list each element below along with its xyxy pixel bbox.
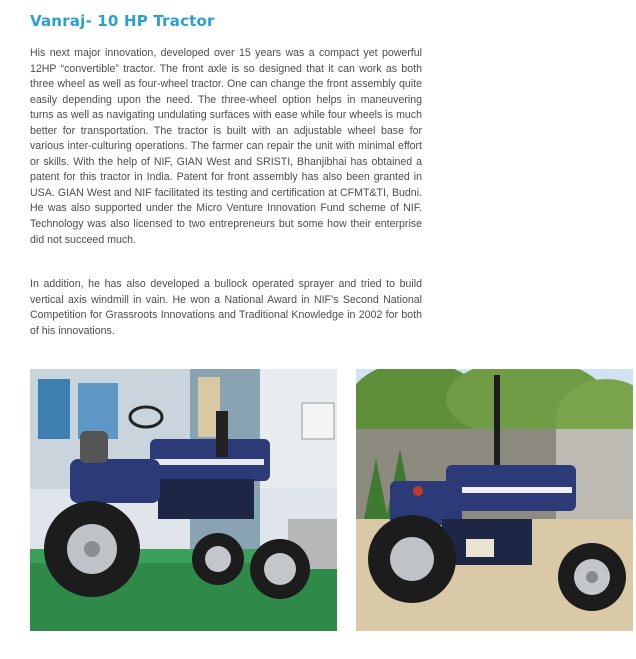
body-paragraph-2: In addition, he has also developed a bullock operated sprayer and tried to build vertical axis windmill in vain. He won a National Award in NIF’s Second National Competition for Grassroots Innovations and Traditional Knowledge in 2002 for both of his innovations. xyxy=(30,278,422,337)
body-paragraph-1: His next major innovation, developed over 15 years was a compact yet powerful 12HP “convertible” tractor. The front axle is so designed that it can work as both three wheel as well as four-wheel tractor. One can change the front assembly quite easily depending upon the need. The three-wheel option helps in maneuvering turns as well as navigating undulating surfaces with ease while four wheels is much better for transportation. The tractor is built with an adjustable wheel base for various inter-culturing operations. The farmer can repair the unit with minimal effort or skills. With the help of NIF, GIAN West and SRISTI, Bhanjibhai has obtained a patent for this tractor in India. Patent for front assembly has also been granted in USA. GIAN West and NIF facilitated its testing and certification at CFMT&TI, Budni. He was also supported under the Micro Venture Innovation Fund scheme of NIF. Technology was also licensed to two entrepreneurs but some how their enterprise did not succeed much. xyxy=(30,47,422,246)
tractor-photo-three-wheel xyxy=(356,369,633,631)
tractor-photo-four-wheel xyxy=(30,369,337,631)
page-title: Vanraj- 10 HP Tractor xyxy=(30,12,215,30)
